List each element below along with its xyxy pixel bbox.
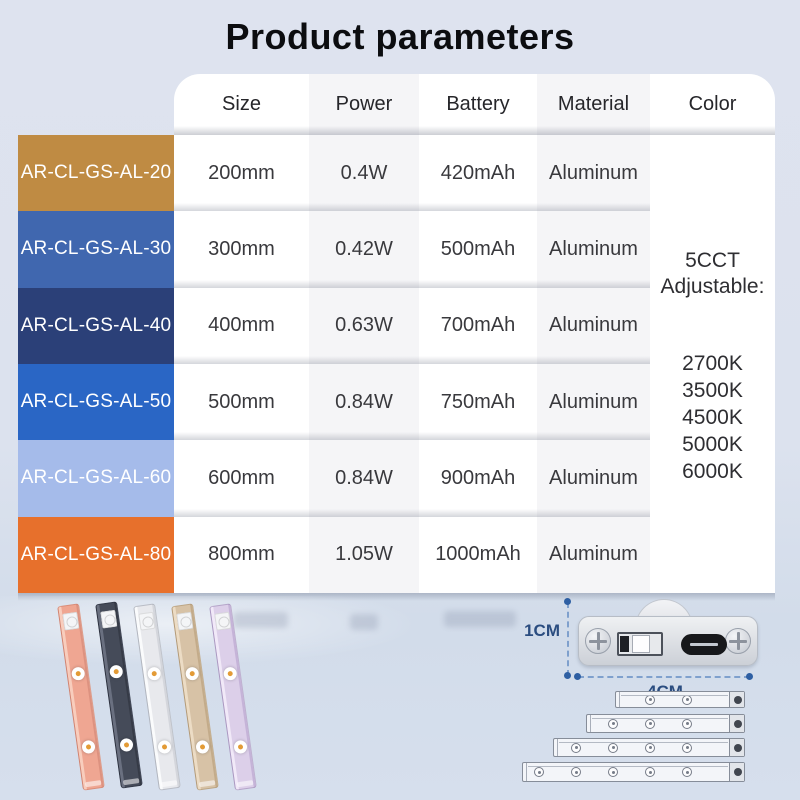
cell-material: Aluminum: [537, 288, 650, 364]
column-header-power: Power: [309, 74, 419, 135]
table-row: [174, 364, 650, 440]
screw-icon: [725, 628, 751, 654]
led-symbol-icon: [645, 695, 655, 705]
color-temp-option: 4500K: [682, 406, 743, 429]
led-dot-icon: [195, 740, 210, 755]
size-drawing-500mm: [522, 762, 745, 782]
led-symbol-icon: [608, 743, 618, 753]
model-label: AR-CL-GS-AL-40: [18, 288, 174, 364]
led-symbol-icon: [608, 767, 618, 777]
column-header-size: Size: [222, 93, 261, 115]
page-title: Product parameters: [225, 16, 575, 57]
led-dot-icon: [108, 664, 123, 679]
column-header-color: Color: [688, 93, 737, 115]
motion-sensor-window-icon: [138, 612, 155, 631]
screw-icon: [585, 628, 611, 654]
cell-material: Aluminum: [537, 517, 650, 593]
column-header-material: Material: [537, 74, 650, 135]
model-label: AR-CL-GS-AL-20: [18, 135, 174, 211]
motion-sensor-window-icon: [214, 612, 231, 631]
model-label: AR-CL-GS-AL-50: [18, 364, 174, 440]
led-dot-icon: [184, 666, 199, 681]
height-dimension-label: 1CM: [524, 621, 560, 640]
size-drawing-300mm: [586, 714, 745, 733]
column-header-battery: Battery: [446, 93, 510, 115]
cell-material: Aluminum: [537, 364, 650, 440]
cell-battery: 900mAh: [440, 466, 516, 489]
cell-battery: 420mAh: [440, 161, 516, 184]
led-dot-icon: [233, 740, 248, 755]
table-row: [174, 440, 650, 516]
cell-power: 0.63W: [309, 288, 419, 364]
color-temperature-options: [650, 350, 775, 485]
height-dimension-line: [567, 602, 569, 676]
cell-power: 0.42W: [309, 211, 419, 287]
model-label: AR-CL-GS-AL-80: [18, 517, 174, 593]
led-symbol-icon: [534, 767, 544, 777]
led-symbol-icon: [608, 719, 618, 729]
switch-knob: [632, 635, 650, 653]
power-switch-icon: [617, 632, 663, 656]
color-temp-option: 3500K: [682, 379, 743, 402]
led-symbol-icon: [645, 743, 655, 753]
led-dot-icon: [119, 738, 134, 753]
motion-sensor-window-icon: [100, 610, 117, 629]
dimension-dot: [746, 673, 753, 680]
table-row: [174, 135, 650, 211]
led-dot-icon: [81, 740, 96, 755]
led-symbol-icon: [682, 695, 692, 705]
cell-material: Aluminum: [537, 135, 650, 211]
cell-power: 0.84W: [309, 440, 419, 516]
model-label: AR-CL-GS-AL-30: [18, 211, 174, 287]
device-end-view: [578, 616, 758, 666]
usb-c-port-icon: [681, 634, 727, 655]
motion-sensor-window-icon: [62, 612, 79, 631]
led-symbol-icon: [682, 743, 692, 753]
cell-material: Aluminum: [537, 211, 650, 287]
dimension-dot: [564, 598, 571, 605]
table-body: [174, 135, 650, 593]
cell-power: 0.84W: [309, 364, 419, 440]
led-dot-icon: [222, 666, 237, 681]
cell-battery: 1000mAh: [435, 543, 521, 566]
cell-size: 500mm: [208, 390, 275, 413]
cell-power: 1.05W: [309, 517, 419, 593]
cell-material: Aluminum: [537, 440, 650, 516]
dimension-dot: [574, 673, 581, 680]
sensor-endcap-icon: [729, 739, 744, 756]
color-temp-option: 2700K: [682, 352, 743, 375]
led-symbol-icon: [571, 743, 581, 753]
color-spec-cell: [650, 135, 775, 593]
color-spec-heading: 5CCT Adjustable:: [660, 249, 765, 298]
color-temp-option: 5000K: [682, 433, 743, 456]
sensor-endcap-icon: [729, 763, 744, 781]
motion-sensor-window-icon: [176, 612, 193, 631]
faded-watermark: [444, 611, 516, 627]
cell-size: 600mm: [208, 466, 275, 489]
table-row: [174, 288, 650, 364]
table-row: [174, 211, 650, 287]
dimension-dot: [564, 672, 571, 679]
table-row: [174, 517, 650, 593]
cell-battery: 700mAh: [440, 314, 516, 337]
faded-watermark: [350, 614, 378, 630]
cell-size: 400mm: [208, 314, 275, 337]
sensor-endcap-icon: [729, 692, 744, 707]
table-header: [174, 74, 775, 135]
color-temp-option: 6000K: [682, 460, 743, 483]
led-dot-icon: [70, 666, 85, 681]
led-symbol-icon: [682, 767, 692, 777]
cell-battery: 750mAh: [440, 390, 516, 413]
faded-watermark: [233, 612, 288, 628]
cell-power: 0.4W: [309, 135, 419, 211]
led-symbol-icon: [682, 719, 692, 729]
model-label-column: [18, 135, 174, 593]
led-symbol-icon: [645, 719, 655, 729]
sensor-endcap-icon: [729, 715, 744, 732]
width-dimension-line: [578, 676, 750, 678]
cell-battery: 500mAh: [440, 237, 516, 260]
led-symbol-icon: [645, 767, 655, 777]
cell-size: 300mm: [208, 237, 275, 260]
led-dot-icon: [146, 666, 161, 681]
led-symbol-icon: [571, 767, 581, 777]
model-label: AR-CL-GS-AL-60: [18, 440, 174, 516]
size-drawing-200mm: [615, 691, 745, 708]
cell-size: 800mm: [208, 543, 275, 566]
size-drawing-400mm: [553, 738, 745, 757]
cell-size: 200mm: [208, 161, 275, 184]
led-dot-icon: [157, 740, 172, 755]
